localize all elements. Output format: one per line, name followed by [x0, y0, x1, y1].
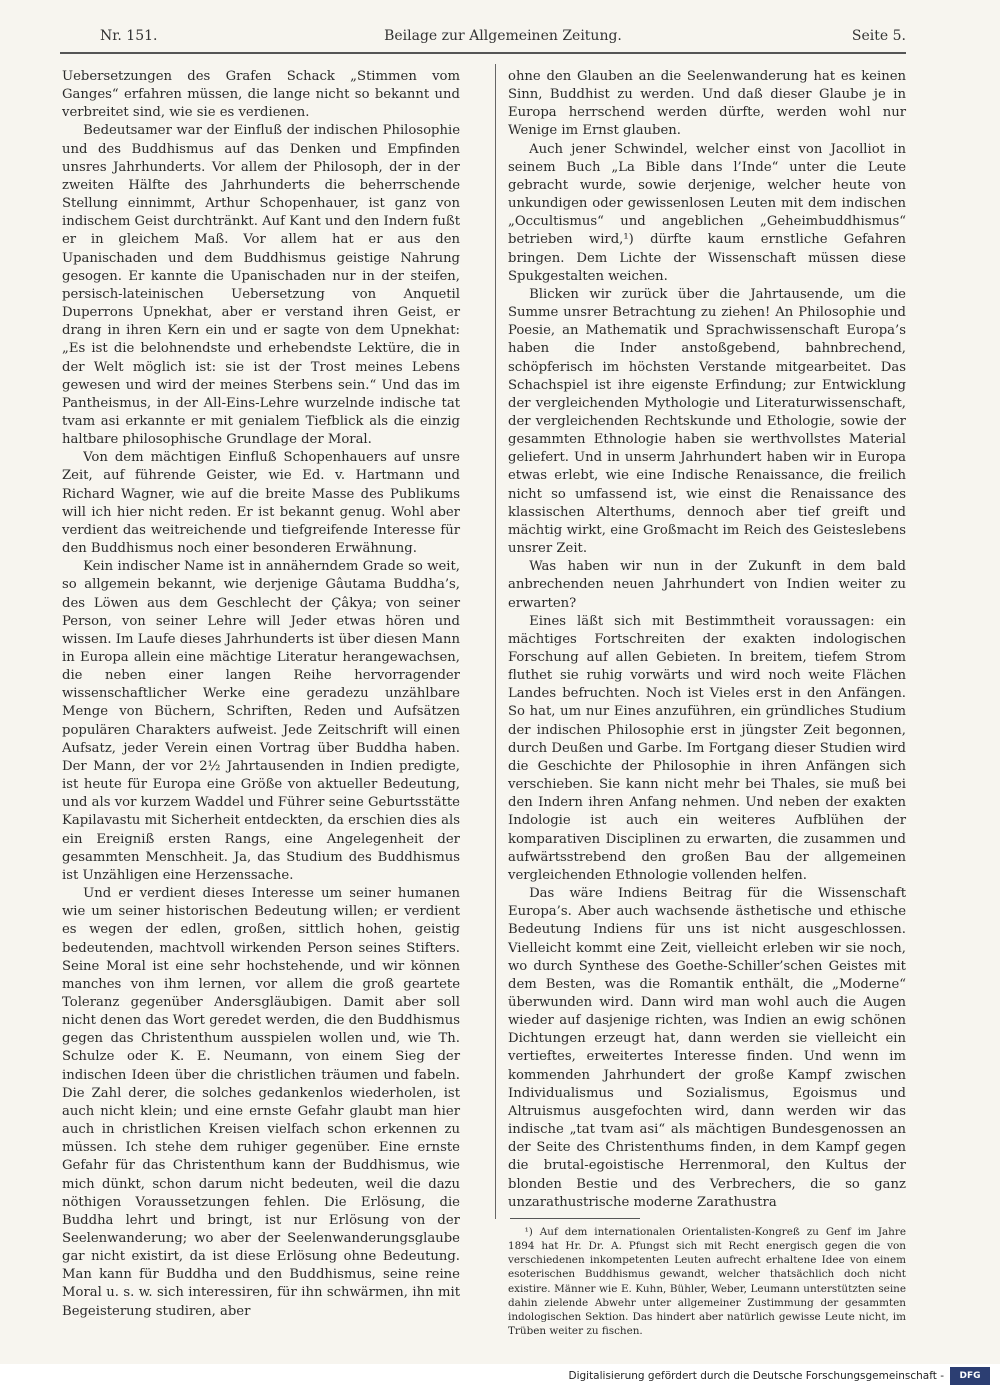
column-divider [495, 64, 496, 1219]
paragraph: Auch jener Schwindel, welcher einst von Jacolliot in seinem Buch „La Bible dans l’Inde“ unter die Leute gebracht wurde, sowie derjenige, welcher heute von unkundigen oder gewissenlosen Leuten mit dem indischen „Occultismus“ und angeblichen „Geheimbuddhismus“ betrieben wird,¹) dürfte kaum ernstliche Gefahren bringen. Dem Lichte der Wissenschaft müssen diese Spukgestalten weichen. [508, 141, 906, 284]
paragraph: Uebersetzungen des Grafen Schack „Stimmen vom Ganges“ erfahren müssen, die lange nicht so bekannt und verbreitet sind, wie sie es verdienen. [62, 69, 460, 121]
paragraph: Eines läßt sich mit Bestimmtheit voraussagen: ein mächtiges Fortschreiten der exakten indologischen Forschung auf allen Gebieten. In breitem, tiefem Strom fluthet sie ruhig vorwärts und wird noch weite Flächen Landes befruchten. Noch ist Vieles erst in den Anfängen. So hat, um nur Eines anzuführen, ein gründliches Studium der indischen Philosophie erst in jüngster Zeit begonnen, durch Deußen und Garbe. Im Fortgang dieser Studien wird die Geschichte der Philosophie in ihren Anfängen sich verschieben. Sie kann nicht mehr bei Thales, sie muß bei den Indern ihren Anfang nehmen. Und neben der exakten Indologie ist auch ein weiteres Aufblühen der komparativen Disciplinen zu erwarten, die zusammen und aufwärtsstrebend den großen Bau der allgemeinen vergleichenden Ethnologie vollenden helfen. [508, 613, 906, 883]
paragraph: Was haben wir nun in der Zukunft in dem bald anbrechenden neuen Jahrhundert von Indien weiter zu erwarten? [508, 559, 906, 611]
paragraph: ohne den Glauben an die Seelenwanderung hat es keinen Sinn, Buddhist zu werden. Und daß dieser Glaube je in Europa herrschend werden dürfte, werden wohl nur Wenige im Ernst glauben. [508, 69, 906, 139]
paragraph: Bedeutsamer war der Einfluß der indischen Philosophie und des Buddhismus auf das Denken und Empfinden unsres Jahrhunderts. Vor allem der Philosoph, der in der zweiten Hälfte des Jahrhunderts die beherrschende Stellung einnimmt, Arthur Schopenhauer, ist ganz von indischem Geist durchtränkt. Auf Kant und den Indern fußt er in gleichem Maß. Vor allem hat er aus den Upanischaden und dem Buddhismus geistige Nahrung gesogen. Er kannte die Upanischaden nur in der steifen, persisch-lateinischen Uebersetzung von Anquetil Duperrons Upnekhat, aber er verstand ihren Geist, er drang in ihren Kern ein und er sagte von dem Upnekhat: „Es ist die belohnendste und erhebendste Lektüre, die in der Welt möglich ist: sie ist der Trost meines Lebens gewesen und wird der meines Sterbens sein.“ Und das im Pantheismus, in der All-Eins-Lehre wurzelnde indische tat tvam asi erkannte er mit genialem Tiefblick als die einzig haltbare philosophische Grundlage der Moral. [62, 123, 460, 448]
digitization-credit: Digitalisierung gefördert durch die Deutsche Forschungsgemeinschaft - [568, 1370, 944, 1382]
page-header [100, 28, 906, 54]
footnote: ¹) Auf dem internationalen Orientalisten-Kongreß zu Genf im Jahre 1894 hat Hr. Dr. A. Pfungst sich mit Recht energisch gegen die von verschiedenen inkompetenten Leuten aufrecht erhaltene Idee von einem esoterischen Buddhismus gewandt, welcher thatsächlich doch nicht existire. Männer wie E. Kuhn, Bühler, Weber, Leumann unterstützten seine dahin zielende Abwehr unter allgemeiner Zustimmung der gesammten indologischen Sektion. Das hindert aber natürlich gewisse Leute nicht, im Trüben weiter zu fischen. [508, 1225, 906, 1338]
left-column [62, 68, 460, 1321]
page-title: Beilage zur Allgemeinen Zeitung. [384, 28, 622, 44]
paragraph: Und er verdient dieses Interesse um seiner humanen wie um seiner historischen Bedeutung willen; er verdient es wegen der edlen, großen, sittlich hohen, geistig bedeutenden, machtvoll wirkenden Person seines Stifters. Seine Moral ist eine sehr hochstehende, und wir können manches von ihm lernen, vor allem die groß geartete Toleranz gegenüber Andersgläubigen. Damit aber soll nicht denen das Wort geredet werden, die den Buddhismus gegen das Christenthum ausspielen wollen und, wie Th. Schulze oder K. E. Neumann, von einem Sieg der indischen Ideen über die christlichen träumen und fabeln. Die Zahl derer, die solches gedankenlos wiederholen, ist auch nicht klein; und eine ernste Gefahr glaubt man hier auch in christlichen Kreisen vielfach schon erkennen zu müssen. Ich stehe dem ruhiger gegenüber. Eine ernste Gefahr für das Christenthum kann der Buddhismus, wie mich dünkt, schon darum nicht bedeuten, weil die dazu nöthigen Voraussetzungen fehlen. Die Erlösung, die Buddha lehrt und bringt, ist nur Erlösung von der Seelenwanderung; wo aber der Seelenwanderungsglaube gar nicht existirt, da ist diese Erlösung ohne Bedeutung. Man kann für Buddha und den Buddhismus, seine reine Moral u. s. w. sich interessiren, für ihn schwärmen, ihn mit Begeisterung studiren, aber [62, 886, 460, 1319]
right-column [508, 68, 906, 1338]
page-number: Seite 5. [851, 28, 906, 44]
paragraph: Kein indischer Name ist in annäherndem Grade so weit, so allgemein bekannt, wie derjenige Gâutama Buddha’s, des Löwen aus dem Geschlecht der Çâkya; von seiner Person, von seiner Lehre will Jeder etwas hören und wissen. Im Laufe dieses Jahrhunderts ist über diesen Mann in Europa allein eine mächtige Literatur herangewachsen, die neben einer langen Reihe hervorragender wissenschaftlicher Werke eine geradezu unzählbare Menge von Büchern, Schriften, Reden und Aufsätzen populären Charakters aufweist. Jede Zeitschrift will einen Aufsatz, jeder Verein einen Vortrag über Buddha haben. Der Mann, der vor 2½ Jahrtausenden in Indien predigte, ist heute für Europa eine Größe von aktueller Bedeutung, und als vor kurzem Waddel und Führer seine Geburtsstätte Kapilavastu mit Sicherheit entdeckten, da erschien dies als ein Ereigniß ersten Rangs, eine Angelegenheit der gesammten Menschheit. Ja, das Studium des Buddhismus ist Unzähligen eine Herzenssache. [62, 559, 460, 883]
issue-number: Nr. 151. [100, 28, 158, 44]
dfg-logo: DFG [950, 1367, 990, 1385]
paragraph: Von dem mächtigen Einfluß Schopenhauers auf unsre Zeit, auf führende Geister, wie Ed. v. Hartmann und Richard Wagner, wie auf die breite Masse des Publikums will ich hier nicht reden. Er ist bekannt genug. Wohl aber verdient das weitreichende und tiefgreifende Interesse für den Buddhismus noch einer besonderen Erwähnung. [62, 450, 460, 557]
paragraph: Das wäre Indiens Beitrag für die Wissenschaft Europa’s. Aber auch wachsende ästhetische und ethische Bedeutung Indiens für uns ist nicht ausgeschlossen. Vielleicht kommt eine Zeit, vielleicht erleben wir sie noch, wo durch Synthese des Goethe-Schiller’schen Geistes mit dem Besten, was die Romantik enthält, die „Moderne“ überwunden wird. Dann wird man wohl auch die Augen wieder auf dasjenige richten, was Indien an ewig schönen Dichtungen erzeugt hat, dann werden sie vielleicht ein vertieftes, erweitertes Interesse finden. Und wenn im kommenden Jahrhundert der große Kampf zwischen Individualismus und Sozialismus, Egoismus und Altruismus ausgefochten wird, dann werden wir das indische „tat tvam asi“ als mächtigen Bundesgenossen an der Seite des Christenthums finden, in dem Kampf gegen die brutal-egoistische Herrenmoral, den Kultus der blonden Bestie und des Verbrechers, die so ganz unzarathustrische moderne Zarathustra [508, 886, 906, 1210]
header-rule [60, 52, 906, 54]
footnote-rule [510, 1218, 640, 1219]
paragraph: Blicken wir zurück über die Jahrtausende, um die Summe unsrer Betrachtung zu ziehen! An Philosophie und Poesie, an Mathematik und Sprachwissenschaft Europa’s haben die Inder anstoßgebend, bahnbrechend, schöpferisch im höchsten Verstande mitgearbeitet. Das Schachspiel ist ihre eigenste Erfindung; zur Entwicklung der vergleichenden Mythologie und Literaturwissenschaft, der vergleichenden Rechtskunde und Ethologie, sowie der gesammten Ethnologie haben sie werthvollstes Material geliefert. Und in unserm Jahrhundert haben wir in Europa etwas erlebt, wie eine Indische Renaissance, die freilich nicht so umfassend ist, wie einst die Renaissance des klassischen Alterthums, dennoch aber tief greift und mächtig wirkt, eine Großmacht im Reich des Geisteslebens unsrer Zeit. [508, 286, 906, 557]
